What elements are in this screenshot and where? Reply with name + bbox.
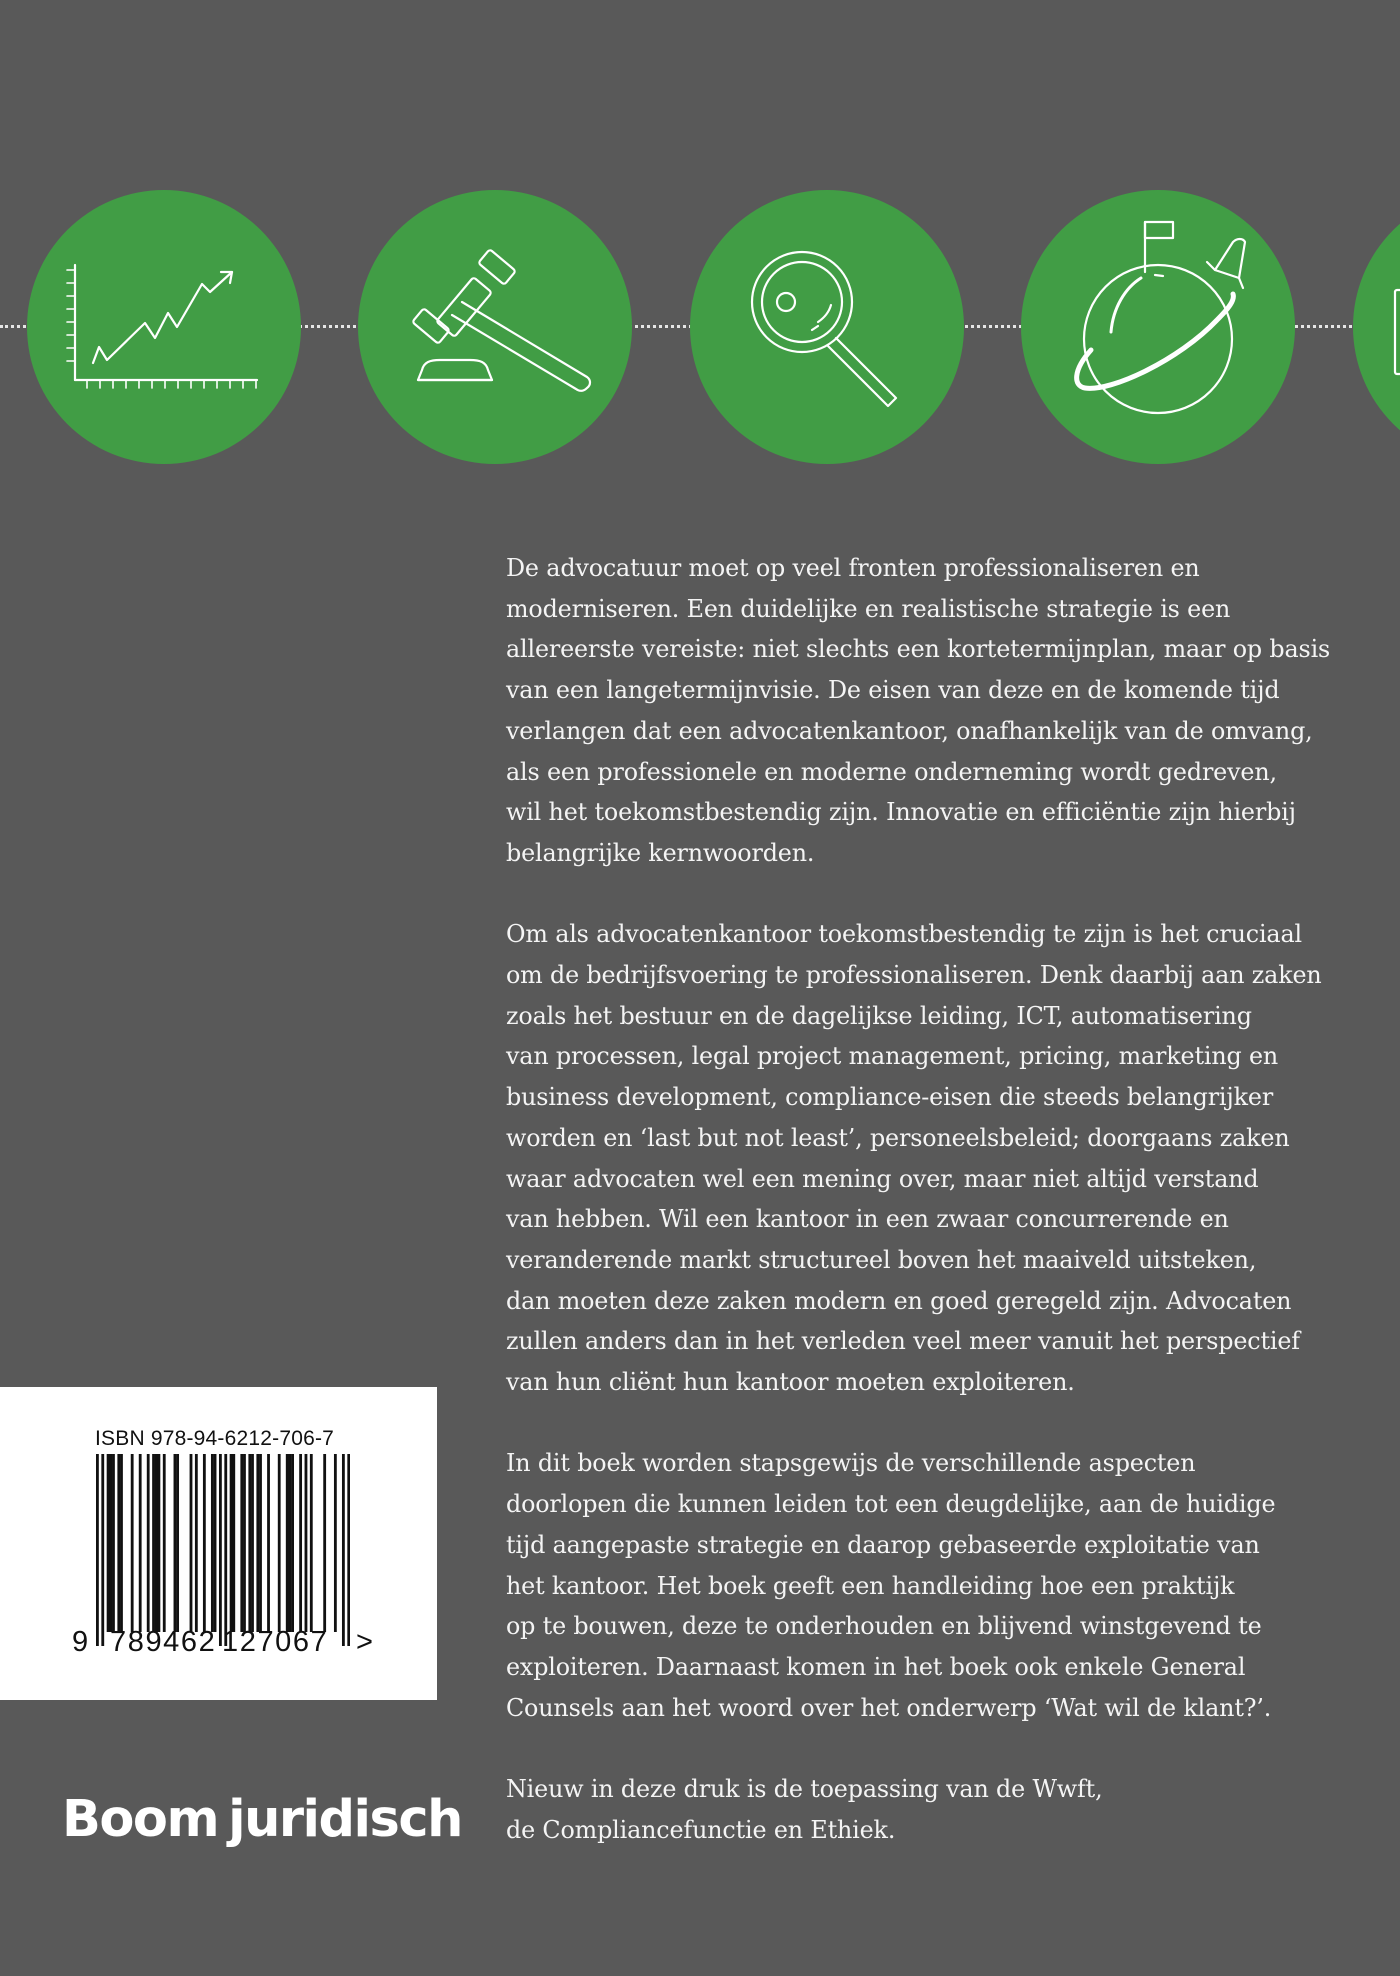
paragraph-2: Om als advocatenkantoor toekomstbestendig te zijn is het cruciaal om de bedrijfsvoering te professionaliseren. Denk daarbij aan zaken zoals het bestuur en de dagelijkse leiding, ICT, automatisering van processen, legal project management, pricing, marketing en business development, compliance-eisen die steeds belangrijker worden en ‘last but not least’, personeelsbeleid; doorgaans zaken waar advocaten wel een mening over, maar niet altijd verstand van hebben. Wil een kantoor in een zwaar concurrerende en veranderende markt structureel boven het maaiveld uitsteken, dan moeten deze zaken modern en goed geregeld zijn. Advocaten zullen anders dan in het verleden veel meer vanuit het perspectief van hun cliënt hun kantoor moeten exploiteren. bbox=[506, 920, 1322, 1397]
barcode-bar bbox=[96, 1454, 99, 1646]
barcode-bar bbox=[101, 1454, 104, 1646]
publisher-name-boom: Boom bbox=[62, 1790, 219, 1849]
barcode-bar bbox=[219, 1454, 222, 1646]
barcode-bar bbox=[305, 1454, 308, 1632]
barcode-bar bbox=[120, 1454, 123, 1632]
barcode-bar bbox=[256, 1454, 259, 1632]
barcode-bar bbox=[347, 1454, 350, 1646]
icon-row bbox=[0, 0, 1400, 480]
barcode-bar bbox=[139, 1454, 142, 1632]
barcode-panel bbox=[0, 1387, 437, 1700]
barcode-bar bbox=[267, 1454, 270, 1632]
barcode-bar bbox=[112, 1454, 115, 1632]
paragraph-3: In dit boek worden stapsgewijs de verschillende aspecten doorlopen die kunnen leiden tot een deugdelijke, aan de huidige tijd aangepaste strategie en daarop gebaseerde exploitatie van het kantoor. Het boek geeft een handleiding hoe een praktijk op te bouwen, deze te onderhouden en blijvend winstgevend te exploiteren. Daarnaast komen in het boek ook enkele General Counsels aan het woord over het onderwerp ‘Wat wil de klant?’. bbox=[506, 1449, 1276, 1722]
barcode-arrow: > bbox=[356, 1626, 373, 1658]
barcode-bar bbox=[289, 1454, 292, 1632]
barcode-bar bbox=[203, 1454, 206, 1632]
barcode-bar bbox=[243, 1454, 246, 1632]
barcode-bar bbox=[195, 1454, 198, 1632]
barcode-bar bbox=[323, 1454, 326, 1632]
barcode-bar bbox=[299, 1454, 302, 1632]
barcode-bar bbox=[259, 1454, 262, 1632]
barcode-right-digits: 127067 bbox=[222, 1626, 329, 1658]
barcode-bar bbox=[251, 1454, 254, 1632]
document-icon bbox=[1353, 190, 1400, 464]
barcode-bar bbox=[190, 1454, 193, 1632]
chart-icon bbox=[27, 190, 301, 464]
barcode-bar bbox=[334, 1454, 337, 1632]
barcode-bar bbox=[176, 1454, 179, 1632]
planet-rocket-icon bbox=[1021, 190, 1295, 464]
isbn-label: ISBN 978-94-6212-706-7 bbox=[95, 1427, 335, 1450]
magnifier-icon bbox=[690, 190, 964, 464]
barcode-first-digit: 9 bbox=[72, 1626, 89, 1658]
barcode-bar bbox=[211, 1454, 214, 1632]
barcode-bar bbox=[109, 1454, 112, 1632]
paragraph-4: Nieuw in deze druk is de toepassing van de Wwft, de Compliancefunctie en Ethiek. bbox=[506, 1775, 1103, 1844]
barcode-bar bbox=[342, 1454, 345, 1646]
barcode-left-digits: 789462 bbox=[110, 1626, 217, 1658]
barcode-bar bbox=[310, 1454, 313, 1632]
barcode-bars bbox=[96, 1454, 350, 1646]
barcode-bar bbox=[131, 1454, 134, 1632]
barcode-bar bbox=[230, 1454, 233, 1632]
barcode-bar bbox=[147, 1454, 150, 1632]
barcode-bar bbox=[232, 1454, 235, 1632]
barcode-bar bbox=[240, 1454, 243, 1632]
publisher-name-juridisch: juridisch bbox=[228, 1790, 462, 1849]
barcode-bar bbox=[152, 1454, 155, 1632]
barcode-bar bbox=[155, 1454, 158, 1632]
barcode-bar bbox=[117, 1454, 120, 1632]
barcode-bar bbox=[286, 1454, 289, 1632]
barcode-bar bbox=[224, 1454, 227, 1646]
barcode-bar bbox=[248, 1454, 251, 1632]
barcode-bar bbox=[174, 1454, 177, 1632]
barcode-bar bbox=[107, 1454, 110, 1632]
back-cover-text bbox=[506, 548, 1336, 1891]
barcode-bar bbox=[291, 1454, 294, 1632]
barcode-bar bbox=[214, 1454, 217, 1632]
barcode-bar bbox=[157, 1454, 160, 1632]
paragraph-1: De advocatuur moet op veel fronten professionaliseren en moderniseren. Een duidelijke en realistische strategie is een allereerste vereiste: niet slechts een kortetermijnplan, maar op basis van een langetermijnvisie. De eisen van deze en de komende tijd verlangen dat een advocatenkantoor, onafhankelijk van de omvang, als een professionele en moderne onderneming wordt gedreven, wil het toekomstbestendig zijn. Innovatie en efficiëntie zijn hierbij belangrijke kernwoorden. bbox=[506, 554, 1331, 867]
barcode-bar bbox=[278, 1454, 281, 1632]
publisher-logo bbox=[62, 1790, 462, 1849]
gavel-icon bbox=[358, 190, 632, 464]
barcode-bar bbox=[163, 1454, 166, 1632]
